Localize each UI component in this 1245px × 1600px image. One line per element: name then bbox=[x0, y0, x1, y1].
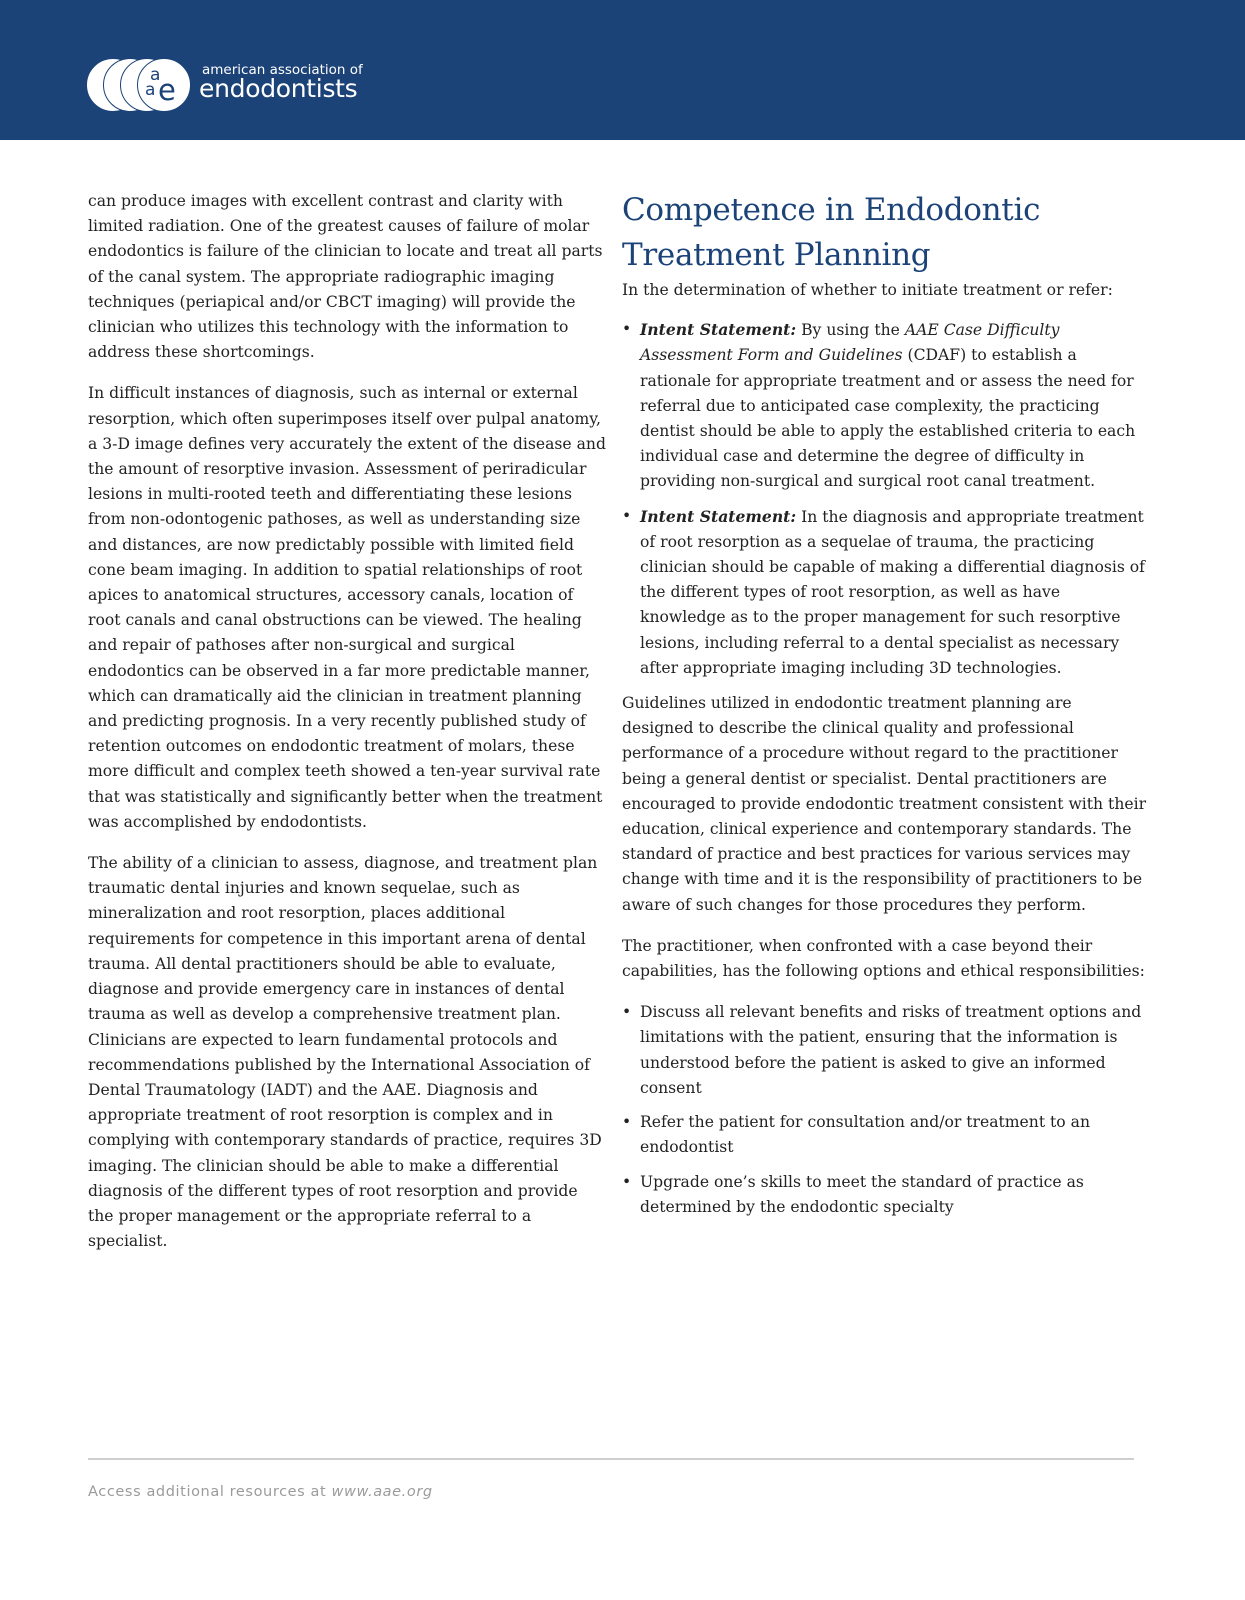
page-footer bbox=[88, 1484, 433, 1500]
section-heading-line2: Treatment Planning bbox=[622, 237, 931, 273]
guidelines-paragraph: Guidelines utilized in endodontic treatment planning are designed to describe the clinical quality and professional performance of a procedure without regard to the practitioner being a general dentist or specialist. Dental practitioners are encouraged to provide endodontic treatment consistent with their education, clinical experience and contemporary standards. The standard of practice and best practices for various services may change with time and it is the responsibility of practitioners to be aware of such changes for those procedures they perform. bbox=[622, 694, 1147, 914]
aae-logo[interactable] bbox=[86, 56, 386, 116]
logo-rings-icon bbox=[86, 56, 196, 116]
footer-link[interactable]: www.aae.org bbox=[331, 1484, 433, 1500]
option-text: Upgrade one’s skills to meet the standard of practice as determined by the endodontic specialty bbox=[640, 1172, 1084, 1216]
option-text: Discuss all relevant benefits and risks of treatment options and limitations with the patient, ensuring that the information is understood before the patient is asked to give an informed consent bbox=[640, 1003, 1142, 1097]
body-paragraph: The ability of a clinician to assess, diagnose, and treatment plan traumatic dental injuries and known sequelae, such as mineralization and root resorption, places additional requirements for competence in this important arena of dental trauma. All dental practitioners should be able to evaluate, diagnose and provide emergency care in instances of dental trauma as well as develop a comprehensive treatment plan. Clinicians are expected to learn fundamental protocols and recommendations published by the International Association of Dental Traumatology (IADT) and the AAE. Diagnosis and appropriate treatment of root resorption is complex and in complying with contemporary standards of practice, requires 3D imaging. The clinician should be able to make a differential diagnosis of the different types of root resorption and provide the proper management or the appropriate referral to a specialist. bbox=[88, 854, 602, 1251]
intent-label: Intent Statement: bbox=[640, 320, 797, 340]
logo-monogram: a a e bbox=[145, 65, 176, 107]
list-item bbox=[622, 1170, 1147, 1220]
footer-divider bbox=[88, 1458, 1134, 1460]
options-paragraph: The practitioner, when confronted with a case beyond their capabilities, has the following options and ethical responsibilities: bbox=[622, 936, 1145, 981]
list-item bbox=[622, 504, 1147, 681]
body-paragraph: can produce images with excellent contrast and clarity with limited radiation. One of the greatest causes of failure of molar endodontics is failure of the clinician to locate and treat all parts of the canal system. The appropriate radiographic imaging techniques (periapical and/or CBCT imaging) will provide the clinician who utilizes this technology with the information to address these shortcomings. bbox=[88, 192, 603, 362]
intent-statement-list bbox=[622, 317, 1147, 681]
bullet-icon: • bbox=[622, 320, 632, 339]
options-list bbox=[622, 1000, 1147, 1220]
option-text: Refer the patient for consultation and/or treatment to an endodontist bbox=[640, 1113, 1090, 1157]
intro-paragraph: In the determination of whether to initiate treatment or refer: bbox=[622, 281, 1113, 299]
bullet-icon: • bbox=[622, 506, 632, 525]
org-name-line2: endodontists bbox=[199, 74, 358, 103]
right-column bbox=[622, 189, 1147, 1230]
section-heading-line1: Competence in Endodontic bbox=[622, 192, 1041, 228]
bullet-icon: • bbox=[622, 1172, 632, 1191]
list-item bbox=[622, 1000, 1147, 1101]
intent-text: In the diagnosis and appropriate treatment of root resorption as a sequelae of trauma, the practicing clinician should be capable of making a differential diagnosis of the different types of root resorption, as well as have knowledge as to the proper management for such resorptive lesions, including referral to a dental specialist as necessary after appropriate imaging including 3D technologies. bbox=[640, 507, 1145, 677]
left-column bbox=[88, 189, 608, 1270]
intent-label: Intent Statement: bbox=[640, 506, 797, 526]
body-paragraph: In difficult instances of diagnosis, such as internal or external resorption, which often superimposes itself over pulpal anatomy, a 3-D image defines very accurately the extent of the disease and the amount of resorptive invasion. Assessment of periradicular lesions in multi-rooted teeth and differentiating these lesions from non-odontogenic pathoses, as well as understanding size and distances, are now predictably possible with limited field cone beam imaging. In addition to spatial relationships of root apices to anatomical structures, accessory canals, location of root canals and canal obstructions can be viewed. The healing and repair of pathoses after non-surgical and surgical endodontics can be observed in a far more predictable manner, which can dramatically aid the clinician in treatment planning and predicting prognosis. In a very recently published study of retention outcomes on endodontic treatment of molars, these more difficult and complex teeth showed a ten-year survival rate that was statistically and significantly better when the treatment was accomplished by endodontists. bbox=[88, 384, 606, 831]
bullet-icon: • bbox=[622, 1003, 632, 1022]
list-item bbox=[622, 317, 1147, 494]
intent-text-post: (CDAF) to establish a rationale for appropriate treatment and or assess the need for referral due to anticipated case complexity, the practicing dentist should be able to apply the established criteria to each individual case and determine the degree of difficulty in providing non-surgical and surgical root canal treatment. bbox=[640, 346, 1136, 491]
org-name-line1: american association of bbox=[202, 62, 363, 78]
bullet-icon: • bbox=[622, 1113, 632, 1132]
section-heading bbox=[622, 188, 1147, 278]
cdaf-citation: AAE Case Difficulty Assessment Form and Guidelines bbox=[640, 321, 1060, 365]
intent-text-pre: By using the bbox=[796, 321, 905, 340]
footer-text: Access additional resources at bbox=[88, 1484, 332, 1500]
page-header bbox=[0, 0, 1245, 140]
list-item bbox=[622, 1110, 1147, 1160]
